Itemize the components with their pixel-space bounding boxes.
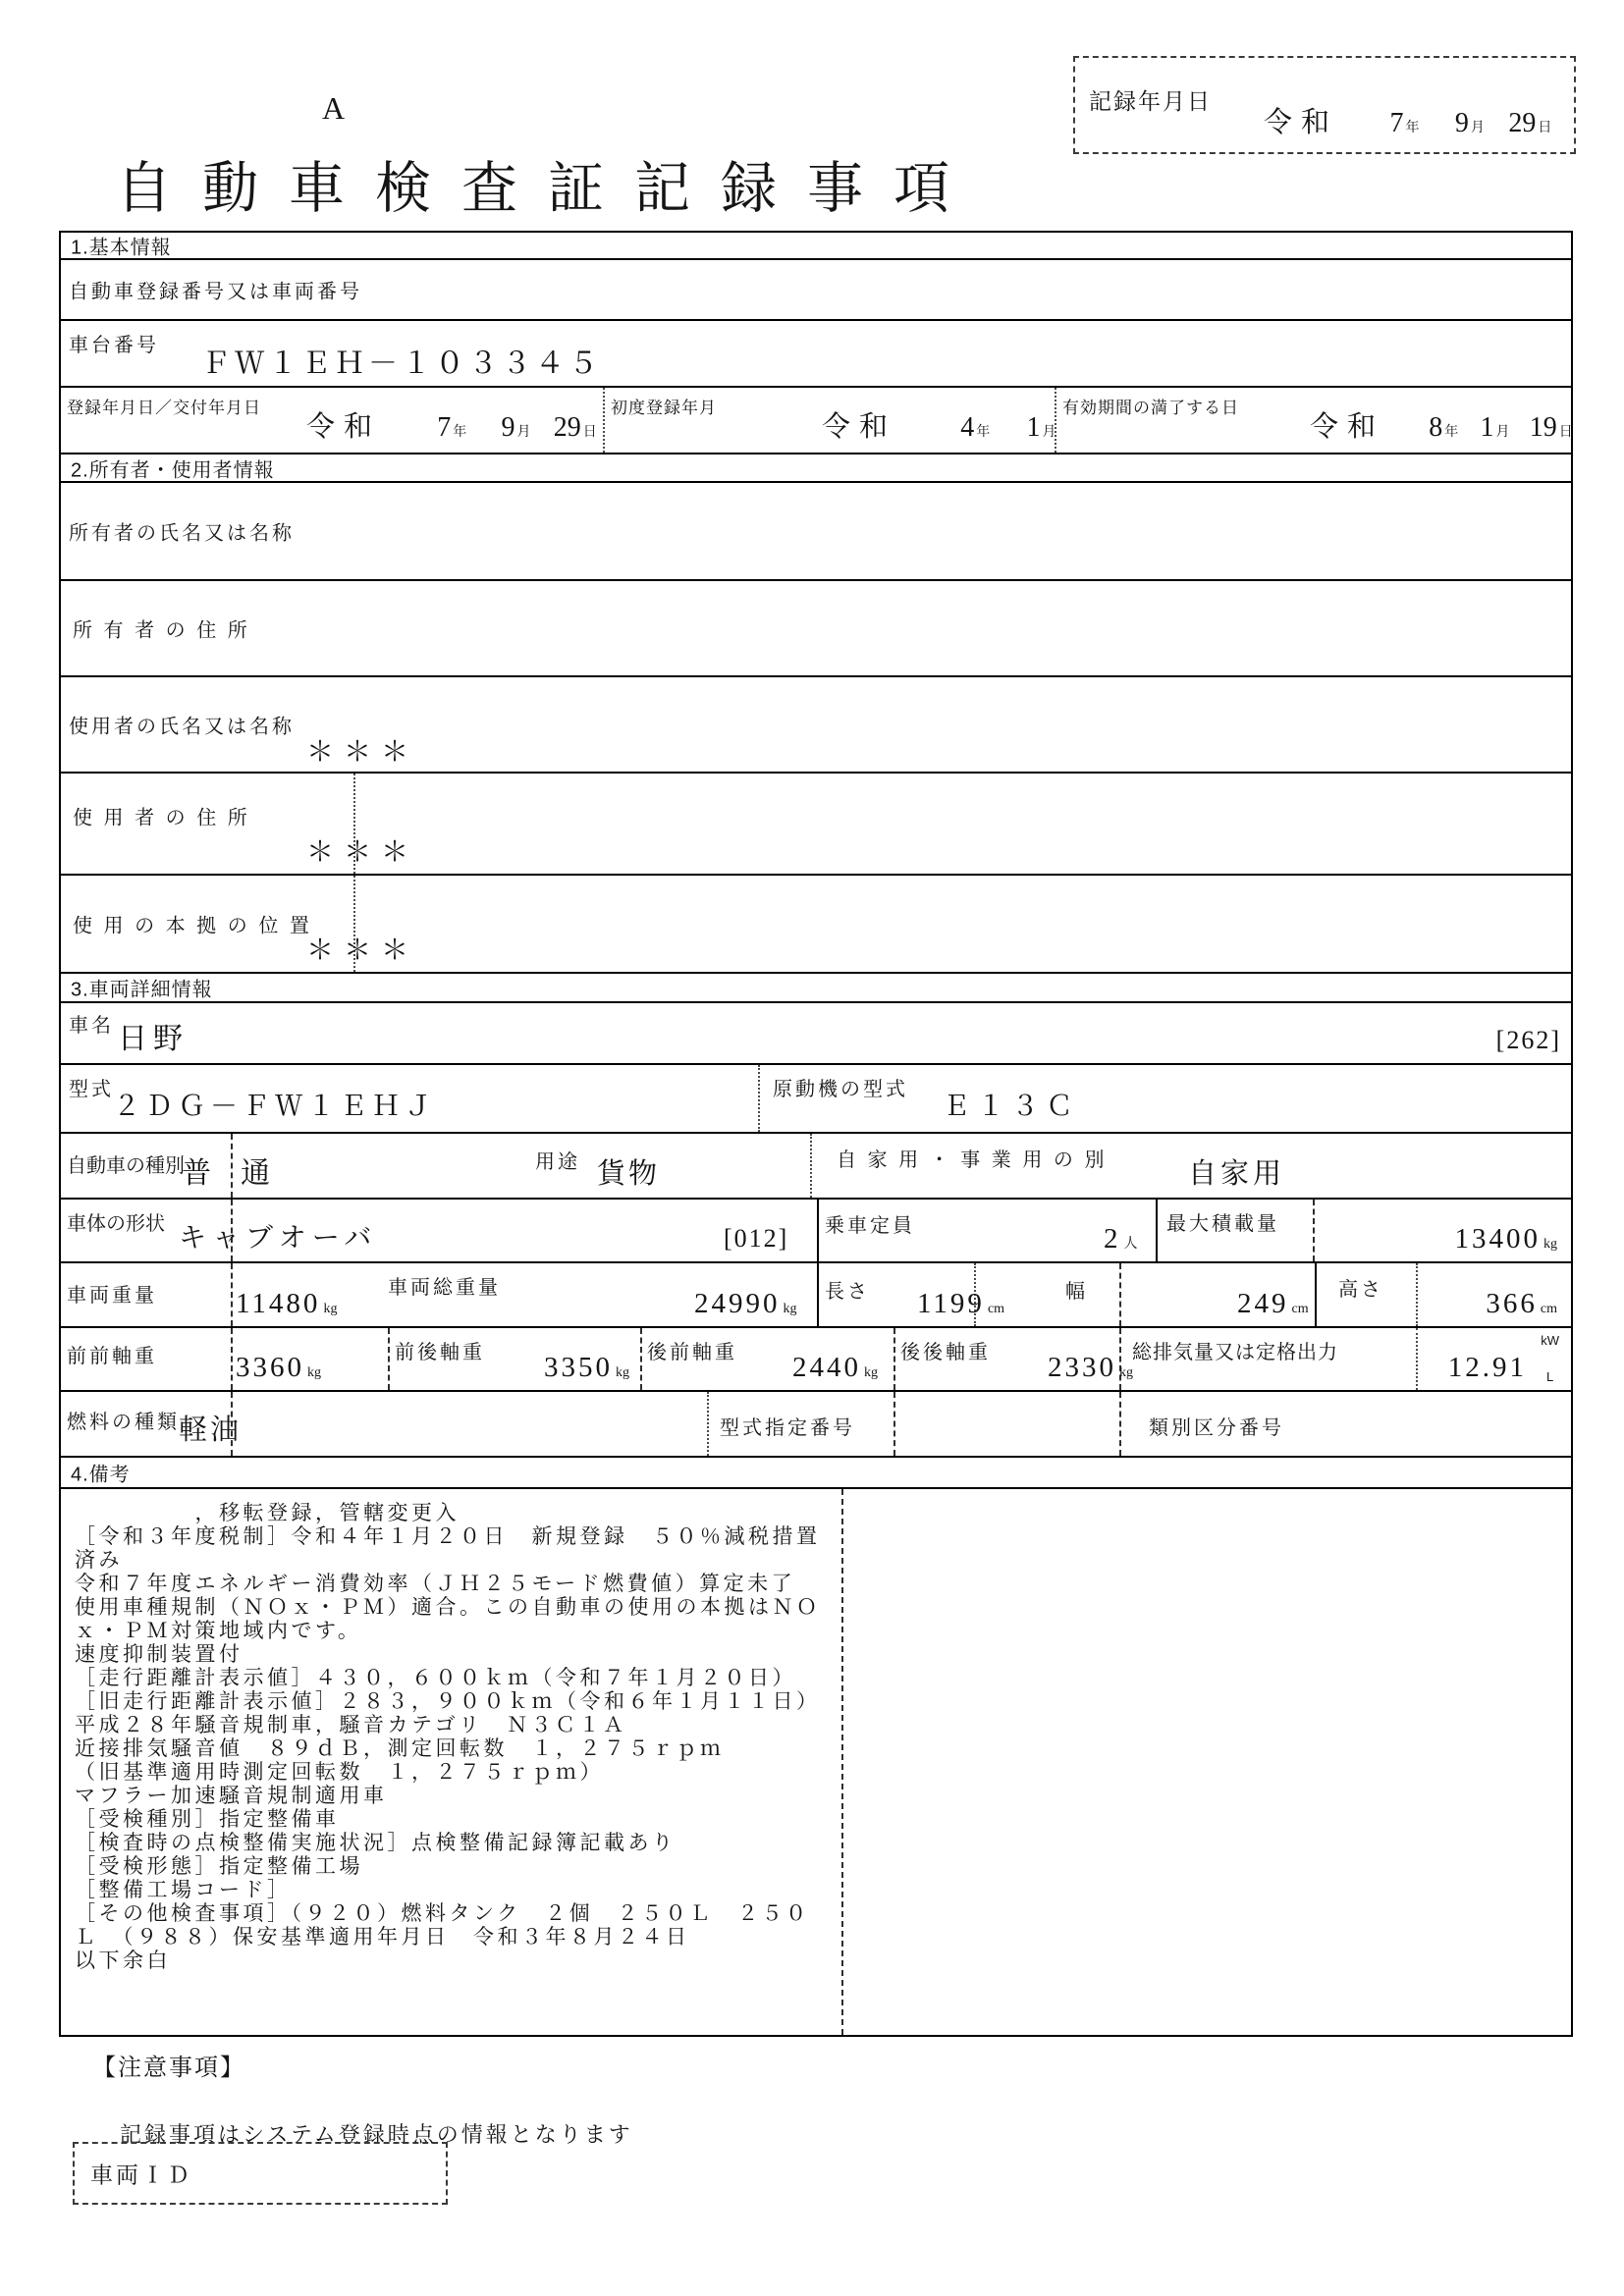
expiry-date-month: 1 [1480, 412, 1494, 443]
record-date-era: 令和 [1264, 107, 1339, 138]
remark-line: ［旧走行距離計表示値］２８３，９００ｋｍ（令和６年１月１１日） [75, 1689, 821, 1713]
axle-front-rear-value [544, 1352, 629, 1384]
section2-header-row [61, 453, 1571, 481]
day-unit: 日 [1558, 425, 1573, 440]
length-value [917, 1288, 1004, 1320]
kg-unit: kg [1543, 1237, 1557, 1252]
ownership-type-value: 自家用 [1188, 1158, 1286, 1190]
section4-title: 4.備考 [71, 1464, 131, 1486]
first-registration-value [822, 404, 1056, 445]
height-label: 高さ [1338, 1279, 1383, 1301]
owner-name-label: 所有者の氏名又は名称 [69, 522, 295, 545]
body-shape-code: [012] [724, 1224, 789, 1253]
remarks-text [75, 1501, 825, 1972]
chassis-number-row [61, 319, 1571, 386]
remark-line: 済み [75, 1548, 123, 1572]
axle-front-rear-label: 前後軸重 [395, 1342, 485, 1363]
divider [1416, 1328, 1418, 1390]
owner-address-row [61, 579, 1571, 675]
registration-date-month: 9 [501, 412, 515, 443]
base-location-label: 使 用 の 本 拠 の 位 置 [73, 915, 312, 937]
month-unit: 月 [1042, 425, 1056, 440]
registration-date-era: 令和 [306, 411, 382, 443]
record-date-year-unit: 年 [1405, 119, 1420, 134]
axle-rear-rear-label: 後後軸重 [900, 1342, 991, 1363]
width-number: 249 [1237, 1288, 1289, 1319]
divider [1416, 1263, 1418, 1326]
length-label: 長さ [825, 1281, 870, 1303]
registration-date-day: 29 [553, 412, 581, 443]
divider [810, 1134, 812, 1198]
first-registration-year: 4 [960, 412, 975, 443]
year-unit: 年 [1444, 425, 1459, 440]
axle-rf-number: 2440 [792, 1352, 861, 1383]
kg-unit: kg [323, 1302, 338, 1316]
axle-ff-number: 3360 [236, 1352, 304, 1383]
divider [841, 1489, 843, 2035]
remark-line: ［受検種別］指定整備車 [75, 1807, 340, 1831]
base-location-value: ＊＊＊ [306, 935, 419, 966]
length-number: 1199 [917, 1288, 985, 1319]
vehicle-weight-value [236, 1288, 337, 1320]
vehicle-id-label: 車両ＩＤ [90, 2162, 192, 2188]
registration-number-label: 自動車登録番号又は車両番号 [69, 281, 362, 303]
model-label: 型式 [69, 1079, 114, 1100]
expiry-date-value [1310, 404, 1573, 445]
max-load-value [1455, 1223, 1558, 1255]
width-value [1237, 1288, 1309, 1320]
remark-line: ［令和３年度税制］令和４年１月２０日 新規登録 ５０％減税措置 [75, 1524, 821, 1548]
kg-unit: kg [783, 1302, 797, 1316]
axle-front-front-value [236, 1352, 321, 1384]
month-unit: 月 [1495, 425, 1510, 440]
chassis-number-label: 車台番号 [69, 335, 159, 356]
body-shape-row [61, 1198, 1571, 1261]
divider [388, 1328, 390, 1390]
displacement-output-label: 総排気量又は定格出力 [1132, 1342, 1338, 1363]
record-date-day-unit: 日 [1538, 119, 1552, 134]
body-shape-label: 車体の形状 [67, 1213, 165, 1235]
chassis-number-value: ＦＷ１ＥＨ－１０３３４５ [201, 347, 602, 380]
kg-unit: kg [1119, 1365, 1133, 1380]
divider [893, 1328, 895, 1390]
expiry-date-year: 8 [1429, 412, 1443, 443]
divider [1156, 1200, 1158, 1261]
seating-capacity-value [1104, 1223, 1138, 1255]
year-unit: 年 [976, 425, 991, 440]
category-class-label: 類別区分番号 [1149, 1417, 1284, 1439]
vehicle-weight-number: 11480 [236, 1288, 321, 1319]
user-name-row [61, 675, 1571, 772]
corner-mark: A [322, 90, 346, 126]
cm-unit: cm [1540, 1302, 1557, 1316]
remark-line: 速度抑制装置付 [75, 1642, 244, 1666]
liter-unit: L [1545, 1369, 1554, 1384]
height-value [1486, 1288, 1557, 1320]
remark-line: 平成２８年騒音規制車，騒音カテゴリ Ｎ３Ｃ１Ａ [75, 1713, 627, 1736]
owner-address-label: 所 有 者 の 住 所 [73, 619, 250, 642]
remarks-row [61, 1487, 1571, 2035]
divider [817, 1200, 819, 1261]
car-name-label: 車名 [69, 1015, 114, 1037]
day-unit: 日 [582, 425, 597, 440]
first-registration-era: 令和 [822, 411, 897, 443]
user-address-value: ＊＊＊ [306, 837, 419, 868]
gross-weight-number: 24990 [694, 1288, 781, 1319]
section3-title: 3.車両詳細情報 [71, 979, 213, 1001]
year-unit: 年 [453, 425, 467, 440]
record-date-month: 9 [1454, 108, 1469, 138]
registration-date-label: 登録年月日／交付年月日 [67, 399, 261, 417]
remark-line: ［その他検査事項］（９２０）燃料タンク ２個 ２５０Ｌ ２５０ [75, 1901, 810, 1925]
section1-title: 1.基本情報 [71, 237, 172, 259]
use-type-label: 用途 [535, 1151, 580, 1173]
axle-rear-front-value [792, 1352, 878, 1384]
expiry-date-label: 有効期間の満了する日 [1062, 399, 1239, 417]
car-name-value: 日野 [118, 1023, 189, 1055]
divider [817, 1263, 819, 1326]
user-name-label: 使用者の氏名又は名称 [69, 716, 295, 738]
fuel-type-value: 軽油 [179, 1415, 243, 1446]
record-date-box [1073, 56, 1576, 154]
first-registration-month: 1 [1026, 412, 1041, 443]
remark-line: ［検査時の点検整備実施状況］点検整備記録簿記載あり [75, 1831, 677, 1854]
owner-name-row [61, 481, 1571, 579]
remark-line: マフラー加速騒音規制適用車 [75, 1784, 388, 1807]
engine-model-label: 原動機の型式 [773, 1079, 908, 1100]
record-date-label: 記録年月日 [1089, 88, 1212, 114]
expiry-date-day: 19 [1529, 412, 1557, 443]
divider [707, 1392, 709, 1456]
vehicle-class-label: 自動車の種別 [67, 1155, 185, 1177]
max-load-number: 13400 [1454, 1223, 1541, 1255]
divider [1313, 1200, 1315, 1261]
seating-capacity-label: 乗車定員 [825, 1215, 915, 1237]
body-shape-value: キャブオーバ [179, 1223, 378, 1254]
vehicle-class-value: 普 通 [182, 1157, 270, 1190]
section1-header-row [61, 233, 1571, 258]
ownership-type-label: 自 家 用 ・ 事 業 用 の 別 [837, 1149, 1108, 1171]
fuel-row [61, 1390, 1571, 1456]
remark-line: Ｌ （９８８）保安基準適用年月日 令和３年８月２４日 [75, 1925, 690, 1949]
model-row [61, 1063, 1571, 1132]
car-name-code: [262] [1495, 1026, 1561, 1054]
person-unit: 人 [1123, 1237, 1138, 1252]
divider [640, 1328, 642, 1390]
user-address-label: 使 用 者 の 住 所 [73, 807, 250, 829]
axle-rear-rear-value [1048, 1352, 1133, 1384]
main-table [59, 231, 1573, 2037]
month-unit: 月 [516, 425, 531, 440]
divider [231, 1263, 233, 1326]
car-name-row [61, 1001, 1571, 1063]
divider [893, 1392, 895, 1456]
registration-date-year: 7 [437, 412, 452, 443]
vehicle-weight-label: 車両重量 [67, 1285, 157, 1307]
notes-title: 【注意事項】 [92, 2055, 245, 2081]
axle-fr-number: 3350 [544, 1352, 613, 1383]
kg-unit: kg [864, 1365, 878, 1380]
weight-dimensions-row [61, 1261, 1571, 1326]
axle-weights-row [61, 1326, 1571, 1390]
kw-unit: kW [1541, 1333, 1559, 1348]
first-registration-label: 初度登録年月 [611, 399, 717, 417]
displacement-output-units [1541, 1334, 1559, 1384]
height-number: 366 [1486, 1288, 1538, 1319]
type-designation-label: 型式指定番号 [720, 1417, 855, 1439]
record-date-day: 29 [1508, 108, 1537, 138]
displacement-output-value: 12.91 [1447, 1352, 1527, 1383]
width-label: 幅 [1065, 1281, 1088, 1303]
engine-model-value: Ｅ１３Ｃ [943, 1092, 1081, 1122]
divider [758, 1065, 760, 1132]
max-load-label: 最大積載量 [1166, 1213, 1279, 1235]
remark-line: ｘ・ＰＭ対策地域内です。 [75, 1619, 362, 1642]
gross-weight-label: 車両総重量 [388, 1277, 501, 1299]
divider [603, 388, 605, 453]
axle-rear-front-label: 後前軸重 [647, 1342, 737, 1363]
cm-unit: cm [1291, 1302, 1309, 1316]
remark-line: ［整備工場コード］ [75, 1878, 292, 1901]
record-date-value [1264, 100, 1551, 140]
section4-header-row [61, 1456, 1571, 1487]
use-type-value: 貨物 [597, 1158, 661, 1190]
notes-text: 記録事項はシステム登録時点の情報となります [120, 2122, 633, 2147]
vehicle-id-box [73, 2142, 448, 2205]
expiry-date-era: 令和 [1310, 411, 1385, 443]
remark-line: （旧基準適用時測定回転数 １，２７５ｒｐｍ） [75, 1760, 604, 1784]
record-date-year: 7 [1389, 108, 1404, 138]
divider [1119, 1263, 1121, 1326]
axle-front-front-label: 前前軸重 [67, 1346, 157, 1367]
model-value: ２ＤＧ－ＦＷ１ＥＨＪ [113, 1092, 438, 1122]
remark-line: ［走行距離計表示値］４３０，６００ｋｍ（令和７年１月２０日） [75, 1666, 796, 1689]
page-title: 自動車検査証記録事項 [116, 158, 980, 220]
cm-unit: cm [987, 1302, 1005, 1316]
kg-unit: kg [307, 1365, 321, 1380]
user-address-row [61, 772, 1571, 874]
remark-line: ，移転登録，管轄変更入 [75, 1501, 460, 1524]
section2-title: 2.所有者・使用者情報 [71, 459, 275, 481]
divider [1119, 1392, 1121, 1456]
divider [231, 1328, 233, 1390]
gross-weight-value [694, 1288, 797, 1320]
user-name-value: ＊＊＊ [306, 737, 419, 768]
axle-rr-number: 2330 [1048, 1352, 1116, 1383]
base-location-row [61, 874, 1571, 972]
divider [1315, 1263, 1317, 1326]
remark-line: ［受検形態］指定整備工場 [75, 1854, 363, 1878]
registration-date-value [306, 404, 597, 445]
kg-unit: kg [616, 1365, 629, 1380]
remark-line: 近接排気騒音値 ８９ｄＢ，測定回転数 １，２７５ｒｐｍ [75, 1736, 725, 1760]
section3-header-row [61, 972, 1571, 1001]
registration-number-row [61, 258, 1571, 319]
dates-row [61, 386, 1571, 453]
remark-line: 令和７年度エネルギー消費効率（ＪＨ２５モード燃費値）算定未了 [75, 1572, 796, 1595]
remark-line: 以下余白 [75, 1949, 171, 1972]
class-use-row [61, 1132, 1571, 1198]
seating-capacity-number: 2 [1104, 1223, 1121, 1255]
remark-line: 使用車種規制（ＮＯｘ・ＰＭ）適合。この自動車の使用の本拠はＮＯ [75, 1595, 821, 1619]
record-date-month-unit: 月 [1470, 119, 1485, 134]
fuel-type-label: 燃料の種類 [67, 1412, 180, 1433]
